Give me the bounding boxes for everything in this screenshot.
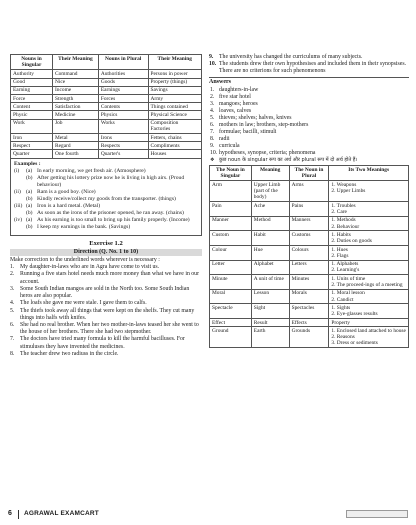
table-cell: 1. Methods 2. Behaviour <box>329 216 409 231</box>
noun-meaning-table-body <box>11 70 202 158</box>
table-cell: 1. Enclosed land attached to house 2. Reasons 3. Dress or sediments <box>329 327 409 348</box>
example-sub-label: (a) <box>26 203 33 210</box>
table-cell: Arms <box>289 181 329 202</box>
question-number: 7. <box>10 336 15 343</box>
table-cell: 1. Sights 2. Eye-glasses results <box>329 304 409 319</box>
answer-item <box>209 150 409 157</box>
table-cell: Good <box>11 78 53 86</box>
table-cell: Letter <box>210 260 252 275</box>
example-sub-label: (b) <box>26 210 33 217</box>
example-sub-label: (b) <box>26 174 33 181</box>
question-item <box>10 308 202 322</box>
example-sub-label: (b) <box>26 224 33 231</box>
table-cell: Spectacle <box>210 304 252 319</box>
question-text: My daughter-in-laws who are in Agra have come to visit us. <box>20 264 160 271</box>
answer-item <box>209 87 409 94</box>
table-cell: Persons in power <box>148 70 202 78</box>
table-cell: Authorities <box>98 70 148 78</box>
table-cell: Upper Limb (part of the body) <box>251 181 289 202</box>
table-cell: Physics <box>98 111 148 119</box>
table-cell: Works <box>98 119 148 133</box>
table-row <box>210 246 409 261</box>
example-number: (ii) <box>14 189 21 196</box>
table-row <box>11 86 202 94</box>
table-cell: Custom <box>210 231 252 246</box>
table-cell: Colour <box>210 246 252 261</box>
table-cell: Forces <box>98 95 148 103</box>
table-header-row <box>11 55 202 70</box>
table-cell: Moral <box>210 289 252 304</box>
answer-text: daughters-in-law <box>219 86 259 93</box>
bullet-icon: ❖ <box>210 156 215 163</box>
answer-item <box>209 94 409 101</box>
hindi-note: ❖ कुछ noun के singular रूप का अर्थ और plural रूप में दो अर्थ होते हैं। <box>210 156 358 163</box>
table-cell: Quarter's <box>98 150 148 158</box>
table-cell: Earth <box>251 327 289 348</box>
table-cell: Regard <box>53 142 99 150</box>
table-cell: 1. Weapons 2. Upper Limbs <box>329 181 409 202</box>
question-number: 4. <box>10 300 15 307</box>
table-row <box>11 95 202 103</box>
example-number: (iv) <box>14 217 23 224</box>
answers-heading: Answers <box>209 77 409 87</box>
example-number: (i) <box>14 167 20 174</box>
brand-name: AGRAWAL EXAMCART <box>24 510 99 517</box>
table-cell: Manners <box>289 216 329 231</box>
table-row <box>210 260 409 275</box>
table-cell: Strength <box>53 95 99 103</box>
right-column <box>209 54 409 348</box>
table-cell: Work <box>11 119 53 133</box>
answer-item <box>209 136 409 143</box>
table-cell: Morals <box>289 289 329 304</box>
question-item <box>10 286 202 300</box>
table-cell: Income <box>53 86 99 94</box>
table-header-row <box>210 165 409 181</box>
example-text: As soon as the irons of the prisoner opened, he ran away. (chains) <box>37 210 184 217</box>
table-cell: Result <box>251 319 289 327</box>
table-cell: Medicine <box>53 111 99 119</box>
left-column <box>10 54 202 358</box>
table-cell: Minute <box>210 275 252 290</box>
table-cell: Spectacles <box>289 304 329 319</box>
table-cell: Authority <box>11 70 53 78</box>
noun-two-meanings-table-body <box>210 181 409 348</box>
table-cell: Army <box>148 95 202 103</box>
example-sub-label: (a) <box>26 189 33 196</box>
table-row <box>11 70 202 78</box>
table-cell: Habit <box>251 231 289 246</box>
table-row <box>210 327 409 348</box>
question-text: The teacher drew two radiuss in the circle. <box>20 350 119 357</box>
question-item <box>10 322 202 336</box>
table-cell: A unit of time <box>251 275 289 290</box>
table-cell: Arm <box>210 181 252 202</box>
answer-item <box>209 115 409 122</box>
table-header: Meaning <box>251 165 289 181</box>
table-cell: Colours <box>289 246 329 261</box>
table-cell: Content <box>11 103 53 111</box>
table-cell: Ground <box>210 327 252 348</box>
table-cell: Hue <box>251 246 289 261</box>
table-cell: Grounds <box>289 327 329 348</box>
table-cell: Savings <box>148 86 202 94</box>
question-number: 9. <box>209 54 214 60</box>
example-number <box>14 224 24 231</box>
table-row <box>11 134 202 142</box>
answer-text: loaves, calves <box>219 107 252 114</box>
question-number: 1. <box>10 264 15 271</box>
table-header: The Noun in Singular <box>210 165 252 181</box>
table-cell: Ache <box>251 202 289 217</box>
table-row <box>210 216 409 231</box>
question-item <box>10 351 202 358</box>
exercise-instruction: Make correction to the underlined words wherever is necessary : <box>10 257 160 264</box>
table-header: The Noun in Plural <box>289 165 329 181</box>
table-header: Its Two Meanings <box>329 165 409 181</box>
table-cell: Pain <box>210 202 252 217</box>
table-header: Nouns in Singular <box>11 55 53 70</box>
table-header: Their Meaning <box>148 55 202 70</box>
table-row <box>11 150 202 158</box>
table-cell: 1. Hues 2. Flags <box>329 246 409 261</box>
example-number: (iii) <box>14 203 23 210</box>
table-cell: Pains <box>289 202 329 217</box>
answer-text: formulae; bacilli, stimuli <box>219 128 277 135</box>
table-cell: Property <box>329 319 409 327</box>
question-text: The university has changed the curriculums of many subjects. <box>219 54 363 60</box>
table-header: Their Meaning <box>53 55 99 70</box>
table-cell: Sight <box>251 304 289 319</box>
table-cell: 1. Moral lesson 2. Candict <box>329 289 409 304</box>
answer-number: 7. <box>210 128 215 135</box>
question-text: She had no real brother. When her two mother-in-laws teased her she went to the house of her brothers. There she had two stepmother. <box>20 321 199 336</box>
table-row <box>11 119 202 133</box>
table-cell: Manner <box>210 216 252 231</box>
table-cell: Command <box>53 70 99 78</box>
question-list-continued <box>209 54 409 75</box>
table-cell: 1. Habits 2. Duties on goods <box>329 231 409 246</box>
answer-number: 4. <box>210 107 215 114</box>
question-item <box>10 336 202 350</box>
table-cell: Earning <box>11 86 53 94</box>
table-header: Nouns in Plural <box>98 55 148 70</box>
example-text: In early morning, we get fresh air. (Atmosphere) <box>37 167 146 174</box>
question-number: 6. <box>10 321 15 328</box>
answer-number: 1. <box>210 86 215 93</box>
examples-list <box>14 168 198 232</box>
example-sub-label: (b) <box>26 196 33 203</box>
answer-text: five star hotel <box>219 93 251 100</box>
table-cell: Irons <box>98 134 148 142</box>
direction-bar: Direction (Q. No. 1 to 10) <box>10 249 202 257</box>
table-cell: Goods <box>98 78 148 86</box>
question-text: The students drew their own hypothesises and included them in their synopsises. There are no criterions for such phenomenons <box>219 61 407 75</box>
answer-text: mothers in law; brothers, step-mothers <box>219 121 309 128</box>
question-text: The doctors have tried many formula to kill the harmful bacilluses. For stimuluses they have invented the medicines. <box>20 336 185 350</box>
page-number: 6 <box>8 510 12 517</box>
example-sub-label: (a) <box>26 217 33 224</box>
table-cell: Alphabet <box>251 260 289 275</box>
exercise-title: Exercise 1.2 <box>89 239 123 247</box>
table-cell: Satisfaction <box>53 103 99 111</box>
table-cell: Nice <box>53 78 99 86</box>
examples-box <box>10 159 202 236</box>
answers-list <box>209 87 409 157</box>
example-item <box>14 224 198 231</box>
answer-item <box>209 143 409 150</box>
example-text: After getting his lottery prize now he is living in high airs. (Proud behaviour) <box>37 174 185 188</box>
question-number: 8. <box>10 350 15 357</box>
answer-number: 10. <box>210 149 218 156</box>
answer-text: thieves; shelves; halves, knives <box>219 114 292 121</box>
table-cell: 1. Alphabets 2. Learning's <box>329 260 409 275</box>
example-text: Ram is a good boy. (Nice) <box>37 189 96 196</box>
table-cell: Metal <box>53 134 99 142</box>
table-row <box>11 103 202 111</box>
example-text: Kindly receive/collect my goods from the transporter. (things) <box>37 196 176 203</box>
question-text: Running a five stars hotel needs much more money than what we have in our account. <box>20 271 200 285</box>
table-row <box>11 78 202 86</box>
answer-number: 6. <box>210 121 215 128</box>
table-cell: Compliments <box>148 142 202 150</box>
footer-divider <box>18 510 19 519</box>
table-cell: Lesson <box>251 289 289 304</box>
question-item <box>209 54 409 61</box>
answer-item <box>209 129 409 136</box>
table-row <box>210 319 409 327</box>
answer-number: 5. <box>210 114 215 121</box>
table-cell: Composition Factories <box>148 119 202 133</box>
answer-number: 9. <box>210 142 215 149</box>
examples-heading: Examples : <box>14 160 41 167</box>
table-cell: 1. Troubles 2. Care <box>329 202 409 217</box>
table-row <box>11 142 202 150</box>
answer-number: 2. <box>210 93 215 100</box>
example-text: Iron is a hard metal. (Metal) <box>37 203 101 210</box>
answer-item <box>209 101 409 108</box>
question-text: The thiefs took away all things that were kept on the shelfs. They cut many things into halfs with knifes. <box>20 307 195 321</box>
table-cell: Job <box>53 119 99 133</box>
example-text: As his earning is too small to bring up his family properly. (Income) <box>37 217 190 224</box>
example-number <box>14 175 24 189</box>
example-sub-label: (a) <box>26 167 33 174</box>
noun-two-meanings-table <box>209 165 409 348</box>
publisher-badge-icon <box>346 510 408 518</box>
table-cell: Quarter <box>11 150 53 158</box>
table-cell: Fetters, chains <box>148 134 202 142</box>
table-cell: Method <box>251 216 289 231</box>
question-number: 10. <box>209 61 217 68</box>
answer-item <box>209 108 409 115</box>
question-number: 3. <box>10 285 15 292</box>
question-text: The loafs she gave me were stale. I gave them to calfs. <box>20 300 147 307</box>
table-cell: Iron <box>11 134 53 142</box>
answer-number: 8. <box>210 135 215 142</box>
table-cell: Effects <box>289 319 329 327</box>
noun-meaning-table <box>10 54 202 159</box>
table-row <box>210 289 409 304</box>
table-row <box>210 275 409 290</box>
table-cell: Earnings <box>98 86 148 94</box>
table-row <box>210 202 409 217</box>
table-cell: 1. Units of time 2. The proceed-ings of a meeting <box>329 275 409 290</box>
answer-item <box>209 122 409 129</box>
answer-text: hypotheses, synopse, criteria; phenomena <box>219 149 316 156</box>
table-cell: Property (things) <box>148 78 202 86</box>
table-cell: Respect <box>11 142 53 150</box>
page-footer <box>0 508 416 522</box>
table-row <box>210 231 409 246</box>
question-text: Some South Indian mangos are sold in the North too. Some South Indian heros are also popular. <box>20 285 190 300</box>
question-item <box>10 300 202 307</box>
question-item <box>209 61 409 75</box>
table-cell: Physic <box>11 111 53 119</box>
table-cell: Respects <box>98 142 148 150</box>
table-cell: Customs <box>289 231 329 246</box>
answer-text: mangoes; heroes <box>219 100 258 107</box>
table-cell: Letters <box>289 260 329 275</box>
question-number: 2. <box>10 271 15 278</box>
table-cell: Contents <box>98 103 148 111</box>
table-cell: Minutes <box>289 275 329 290</box>
table-cell: Force <box>11 95 53 103</box>
table-row <box>210 181 409 202</box>
answer-number: 3. <box>210 100 215 107</box>
table-row <box>11 111 202 119</box>
question-list <box>10 264 202 358</box>
example-text: I keep my earnings in the bank. (Savings) <box>37 224 131 231</box>
example-item <box>14 168 198 175</box>
answer-text: radii <box>219 135 230 142</box>
table-cell: One fourth <box>53 150 99 158</box>
table-cell: Houses <box>148 150 202 158</box>
answer-text: curricula <box>219 142 240 149</box>
question-number: 5. <box>10 307 15 314</box>
table-cell: Things contained <box>148 103 202 111</box>
question-item <box>10 271 202 285</box>
example-item <box>14 175 198 189</box>
table-cell: Effect <box>210 319 252 327</box>
table-cell: Physical Science <box>148 111 202 119</box>
table-row <box>210 304 409 319</box>
